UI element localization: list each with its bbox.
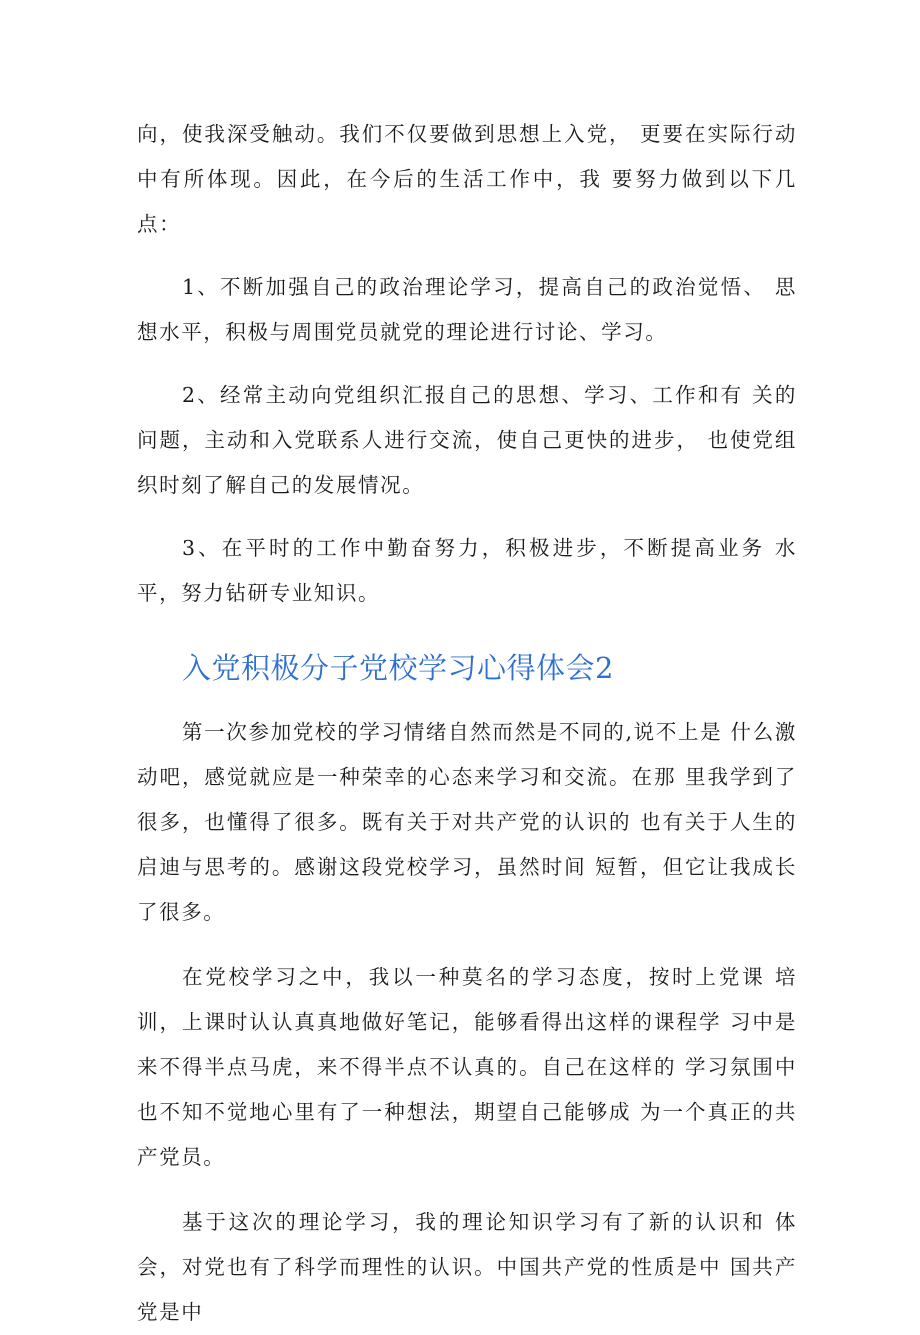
paragraph-first-lesson: 第一次参加党校的学习情绪自然而然是不同的,说不上是 什么激动吧，感觉就应是一种荣幸的心态来学习和交流。在那 里我学到了很多，也懂得了很多。既有关于对共产党的认识的 也有关于人生的启迪与思考的。感谢这段党校学习，虽然时间 短暂，但它让我成长了很多。: [137, 720, 797, 924]
paragraph-theory-study: 基于这次的理论学习，我的理论知识学习有了新的认识和 体会，对党也有了科学而理性的认识。中国共产党的性质是中 国共产党是中: [137, 1210, 797, 1324]
paragraph-continuation: 向，使我深受触动。我们不仅要做到思想上入党， 更要在实际行动中有所体现。因此，在今后的生活工作中，我 要努力做到以下几点：: [137, 122, 797, 236]
list-item-1: 1、不断加强自己的政治理论学习，提高自己的政治觉悟、 思想水平，积极与周围党员就党的理论进行讨论、学习。: [137, 275, 797, 344]
list-item-2: 2、经常主动向党组织汇报自己的思想、学习、工作和有 关的问题，主动和入党联系人进行交流，使自己更快的进步， 也使党组织时刻了解自己的发展情况。: [137, 383, 797, 497]
document-body: [137, 112, 797, 1335]
paragraph-study-attitude: 在党校学习之中，我以一种莫名的学习态度，按时上党课 培训，上课时认认真真地做好笔记，能够看得出这样的课程学 习中是来不得半点马虎，来不得半点不认真的。自己在这样的 学习氛围中也不知不觉地心里有了一种想法，期望自己能够成 为一个真正的共产党员。: [137, 965, 797, 1169]
section-heading: 入党积极分子党校学习心得体会2: [182, 651, 614, 685]
list-item-3: 3、在平时的工作中勤奋努力，积极进步，不断提高业务 水平，努力钻研专业知识。: [137, 536, 797, 605]
